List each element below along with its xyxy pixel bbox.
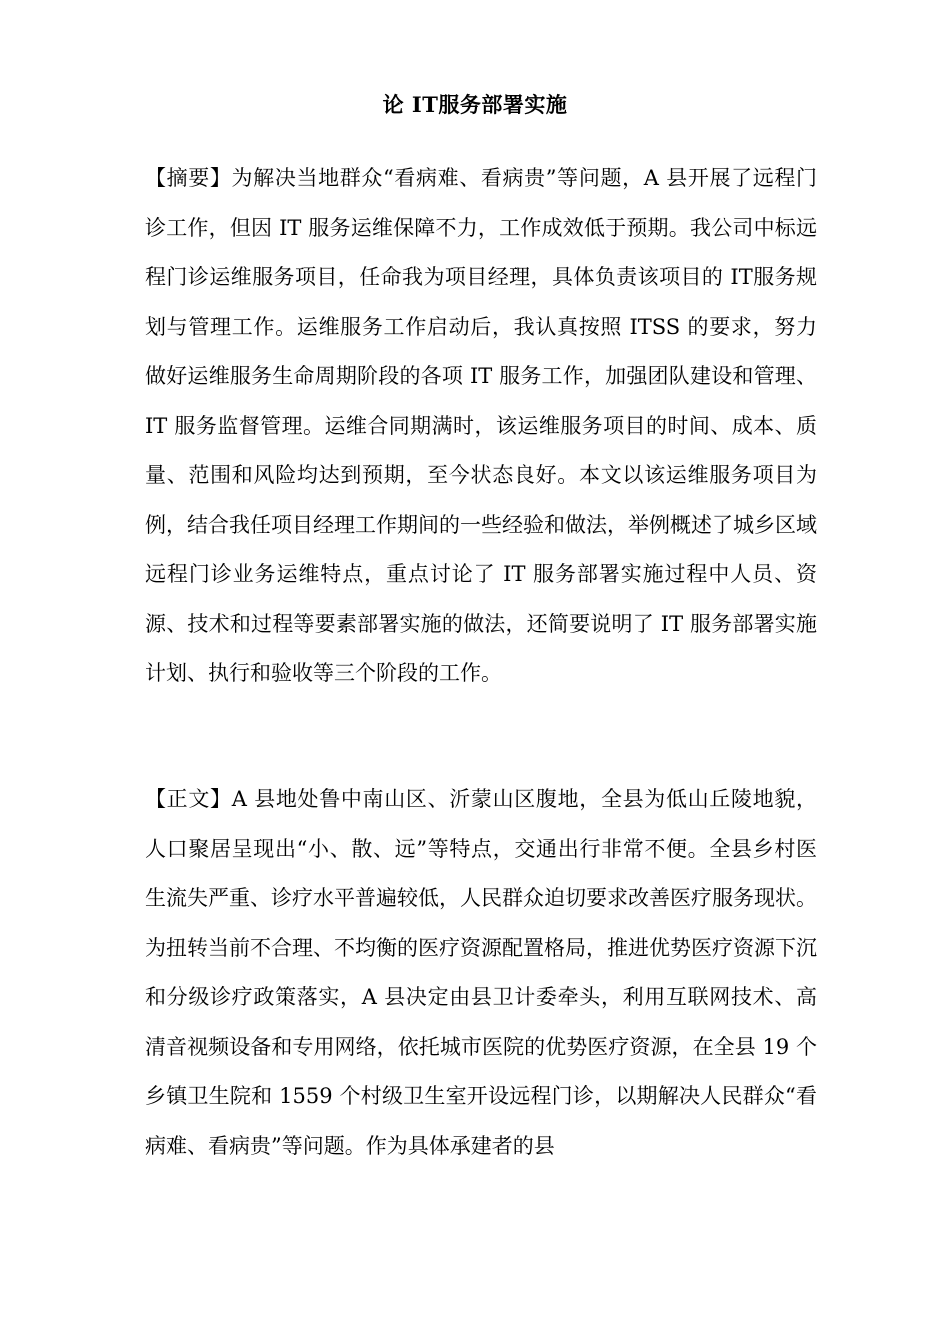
document-title: 论 IT服务部署实施 [382,92,568,117]
abstract-paragraph [145,154,817,699]
body-text: A 县地处鲁中南山区、沂蒙山区腹地，全县为低山丘陵地貌，人口聚居呈现出“小、散、远”等特点，交通出行非常不便。全县乡村医生流失严重、诊疗水平普遍较低，人民群众迫切要求改善医疗服务现状。为扭转当前不合理、不均衡的医疗资源配置格局，推进优势医疗资源下沉和分级诊疗政策落实，A 县决定由县卫计委牵头，利用互联网技术、高清音视频设备和专用网络，依托城市医院的优势医疗资源，在全县 19 个乡镇卫生院和 1559 个村级卫生室开设远程门诊，以期解决人民群众“看病难、看病贵”等问题。作为具体承建者的县 [145,787,817,1158]
body-paragraph [145,775,817,1171]
body-label: 【正文】 [145,787,232,811]
abstract-label: 【摘要】 [145,166,232,190]
abstract-text: 为解决当地群众“看病难、看病贵”等问题，A 县开展了远程门诊工作，但因 IT 服务运维保障不力，工作成效低于预期。我公司中标远程门诊运维服务项目，任命我为项目经理，具体负责该项目的 IT服务规划与管理工作。运维服务工作启动后，我认真按照 ITSS 的要求，努力做好运维服务生命周期阶段的各项 IT 服务工作，加强团队建设和管理、IT 服务监督管理。运维合同期满时，该运维服务项目的时间、成本、质量、范围和风险均达到预期，至今状态良好。本文以该运维服务项目为例，结合我任项目经理工作期间的一些经验和做法，举例概述了城乡区域远程门诊业务运维特点，重点讨论了 IT 服务部署实施过程中人员、资源、技术和过程等要素部署实施的做法，还简要说明了 IT 服务部署实施计划、执行和验收等三个阶段的工作。 [145,166,818,685]
